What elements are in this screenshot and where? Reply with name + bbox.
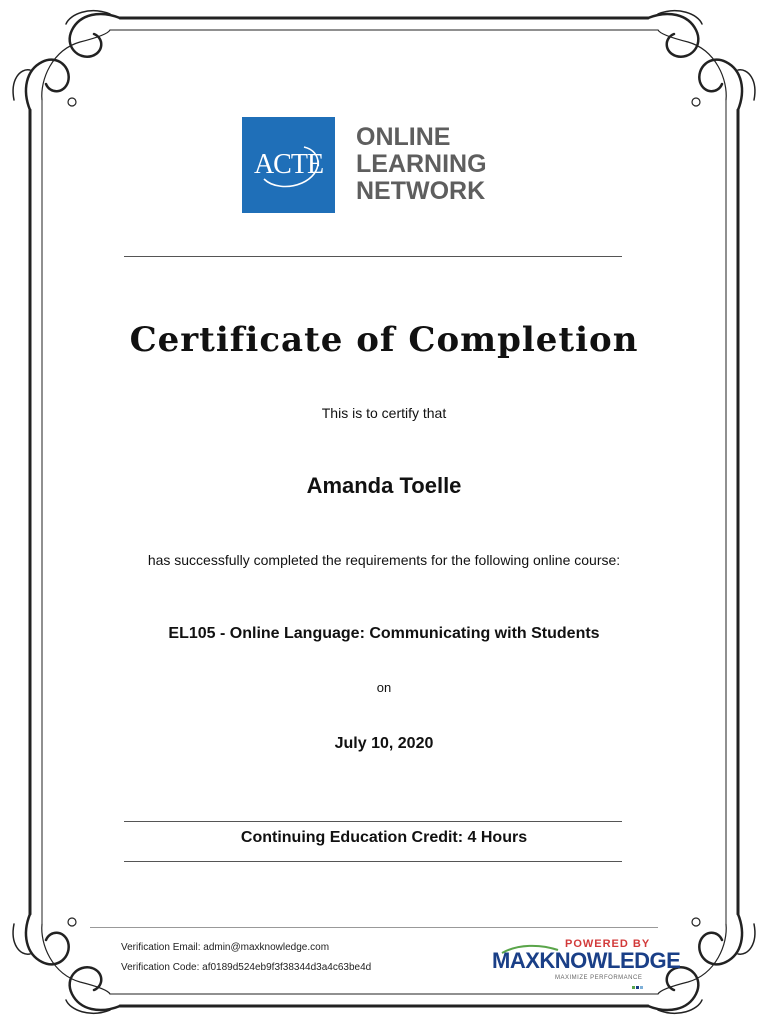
credit-hours: Continuing Education Credit: 4 Hours — [240, 829, 528, 846]
acte-logo — [242, 117, 335, 213]
network-name — [356, 124, 487, 205]
network-name-line2: LEARNING — [356, 150, 487, 178]
powered-by-label: POWERED BY — [565, 938, 651, 950]
acte-logo-text: ACTE — [253, 149, 324, 180]
network-name-line1: ONLINE — [356, 123, 451, 151]
completion-statement: has successfully completed the requirements for the following online course: — [147, 552, 621, 568]
credit-top-divider — [124, 821, 622, 822]
course-title: EL105 - Online Language: Communicating with Students — [168, 625, 600, 642]
maxknowledge-logo: MAXKNOWLEDGE — [492, 948, 681, 973]
completion-date: July 10, 2020 — [334, 735, 434, 752]
certify-line: This is to certify that — [321, 405, 447, 421]
maxknowledge-tagline: MAXIMIZE PERFORMANCE — [555, 975, 643, 981]
footer-divider — [90, 927, 658, 928]
network-name-line3: NETWORK — [356, 177, 486, 205]
credit-bottom-divider — [124, 861, 622, 862]
certificate-title: Certificate of Completion — [129, 320, 639, 360]
verification-email: Verification Email: admin@maxknowledge.com — [121, 942, 330, 953]
recipient-name: Amanda Toelle — [306, 473, 462, 498]
verification-code: Verification Code: af0189d524eb9f3f38344d3a4c63be4d — [121, 962, 372, 973]
header-divider — [124, 256, 622, 257]
tagline-dots-icon — [632, 976, 646, 980]
on-label: on — [376, 680, 392, 695]
